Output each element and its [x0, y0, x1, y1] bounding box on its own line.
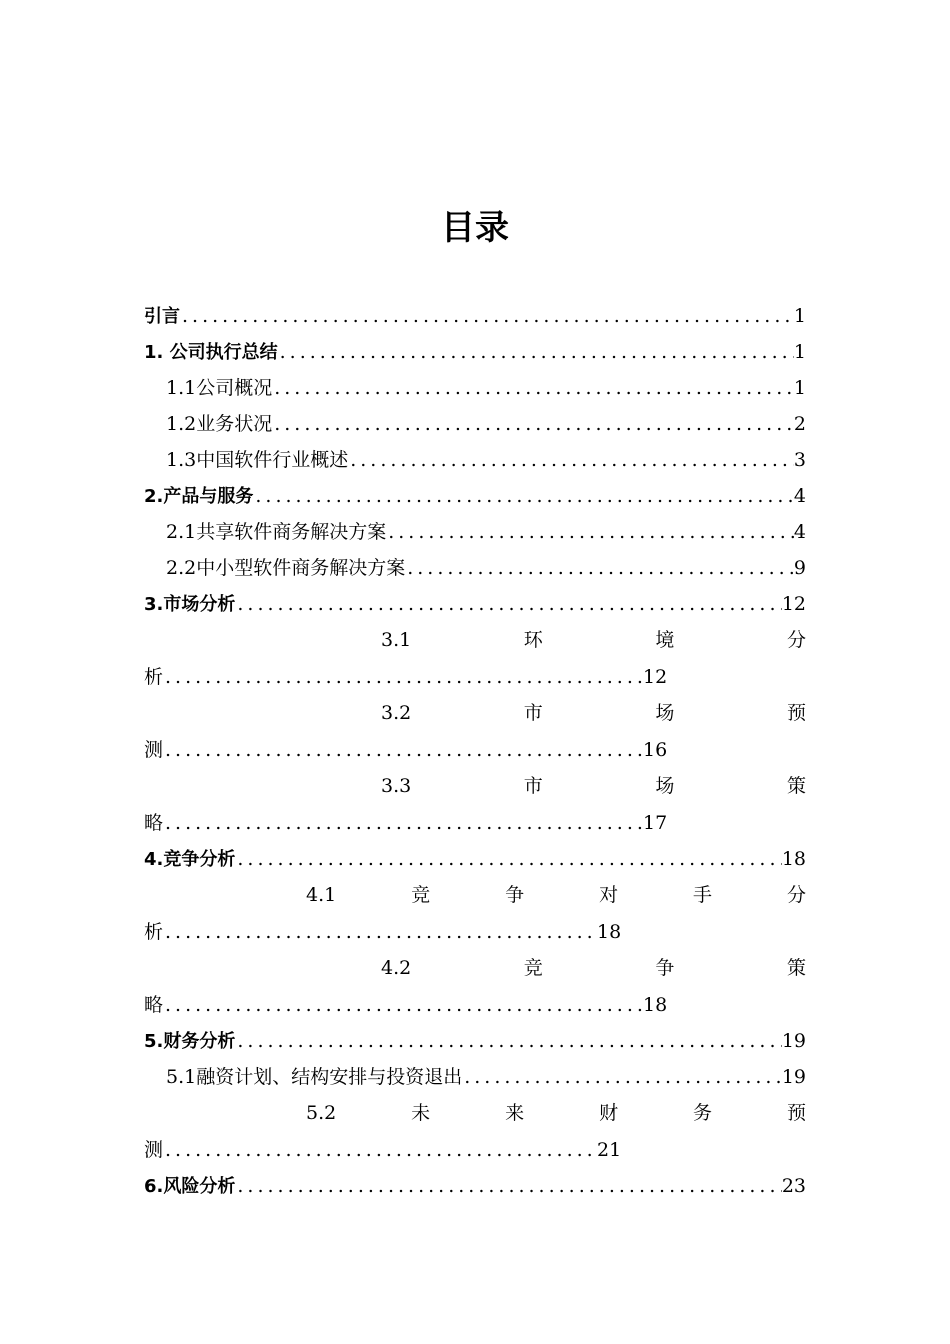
toc-entry-label: 4.竞争分析 [144, 849, 236, 870]
toc-leader-dots [348, 442, 794, 478]
toc-leader-dots [163, 805, 643, 841]
toc-entry-char: 测 [144, 739, 164, 761]
toc-entry-label: 3.市场分析 [144, 594, 236, 615]
toc-leader-dots [163, 987, 643, 1023]
toc-entry-4[interactable] [144, 841, 806, 877]
toc-entry-char: 境 [655, 629, 675, 651]
toc-page-number: 1 [793, 377, 806, 399]
toc-page-number: 19 [781, 1030, 806, 1052]
toc-entry-char: 财 [599, 1102, 619, 1124]
toc-leader-dots [180, 298, 794, 334]
toc-entry-4-2-line1[interactable] [144, 950, 806, 987]
toc-leader-dots [462, 1059, 782, 1095]
toc-entry-char: 略 [144, 994, 164, 1016]
toc-leader-dots [278, 334, 794, 370]
toc-entry-number: 5.2 [306, 1102, 337, 1124]
toc-entry-label: 2.2中小型软件商务解决方案 [166, 557, 406, 579]
toc-entry-3-2-line2[interactable] [144, 732, 806, 768]
toc-page-number: 18 [643, 994, 668, 1016]
toc-entry-label: 5.1融资计划、结构安排与投资退出 [166, 1066, 463, 1088]
toc-page-number: 9 [793, 557, 806, 579]
toc-page-number: 3 [793, 449, 806, 471]
toc-entry-3-1-line2[interactable] [144, 659, 806, 695]
toc-entry-label: 1.2业务状况 [166, 413, 273, 435]
toc-page-number: 21 [597, 1139, 622, 1161]
toc-leader-dots [235, 586, 781, 622]
toc-entry-2-1[interactable] [144, 514, 806, 550]
toc-entry-char: 对 [599, 884, 619, 906]
toc-entry-4-2-line2[interactable] [144, 987, 806, 1023]
toc-leader-dots [405, 550, 794, 586]
toc-leader-dots [235, 1023, 781, 1059]
toc-entry-char: 手 [693, 884, 713, 906]
toc-leader-dots [163, 659, 643, 695]
toc-entry-char: 场 [655, 702, 675, 724]
toc-page-number: 1 [793, 341, 806, 363]
toc-entry-1-2[interactable] [144, 406, 806, 442]
toc-entry-char: 预 [786, 1102, 806, 1124]
toc-entry-2-2[interactable] [144, 550, 806, 586]
toc-entry-label: 5.财务分析 [144, 1031, 236, 1052]
toc-entry-label: 2.1共享软件商务解决方案 [166, 521, 387, 543]
toc-leader-dots [163, 914, 597, 950]
toc-entry-char: 争 [655, 957, 675, 979]
toc-entry-char: 来 [505, 1102, 525, 1124]
toc-entry-4-1-line2[interactable] [144, 914, 806, 950]
toc-leader-dots [235, 1168, 781, 1204]
toc-entry-char: 策 [786, 775, 806, 797]
toc-entry-char: 预 [786, 702, 806, 724]
toc-entry-3-2-line1[interactable] [144, 695, 806, 732]
toc-leader-dots [163, 732, 643, 768]
toc-entry-number: 4.2 [381, 957, 412, 979]
toc-entry-label: 引言 [144, 306, 180, 327]
toc-leader-dots [272, 406, 794, 442]
toc-entry-3-1-line1[interactable] [144, 622, 806, 659]
toc-entry-label: 6.风险分析 [144, 1176, 236, 1197]
toc-leader-dots [163, 1132, 597, 1168]
toc-page-number: 18 [781, 848, 806, 870]
toc-page-number: 23 [781, 1175, 806, 1197]
toc-entry-char: 分 [786, 884, 806, 906]
toc-entry-label: 1.1公司概况 [166, 377, 273, 399]
toc-leader-dots [253, 478, 794, 514]
toc-entry-char: 分 [786, 629, 806, 651]
toc-entry-char: 环 [523, 629, 543, 651]
toc-entry-5-1[interactable] [144, 1059, 806, 1095]
toc-entry-char: 市 [523, 775, 543, 797]
toc-entry-char: 市 [523, 702, 543, 724]
toc-page-number: 18 [597, 921, 622, 943]
toc-entry-number: 3.1 [381, 629, 412, 651]
toc-page-number: 1 [793, 305, 806, 327]
toc-entry-3-3-line1[interactable] [144, 768, 806, 805]
toc-page-number: 2 [793, 413, 806, 435]
toc-entry-label: 2.产品与服务 [144, 486, 254, 507]
toc-leader-dots [235, 841, 781, 877]
toc-entry-number: 3.2 [381, 702, 412, 724]
toc-page-number: 12 [781, 593, 806, 615]
toc-page-number: 16 [643, 739, 668, 761]
toc-page-number: 4 [793, 485, 806, 507]
toc-entry-6[interactable] [144, 1168, 806, 1204]
toc-page-number: 17 [643, 812, 668, 834]
toc-entry-char: 务 [693, 1102, 713, 1124]
toc-leader-dots [272, 370, 794, 406]
toc-entry-char: 争 [505, 884, 525, 906]
toc-entry-number: 3.3 [381, 775, 412, 797]
toc-entry-5-2-line1[interactable] [144, 1095, 806, 1132]
toc-entry-char: 析 [144, 921, 164, 943]
toc-entry-number: 4.1 [306, 884, 337, 906]
toc-entry-2[interactable] [144, 478, 806, 514]
toc-leader-dots [386, 514, 794, 550]
toc-entry-1-1[interactable] [144, 370, 806, 406]
table-of-contents [144, 298, 806, 1204]
toc-entry-char: 策 [786, 957, 806, 979]
page-title: 目录 [441, 208, 509, 248]
toc-entry-label: 1. 公司执行总结 [144, 342, 278, 363]
toc-entry-char: 测 [144, 1139, 164, 1161]
toc-page-number: 12 [643, 666, 668, 688]
toc-entry-char: 略 [144, 812, 164, 834]
toc-entry-3[interactable] [144, 586, 806, 622]
toc-page-number: 4 [793, 521, 806, 543]
toc-entry-intro[interactable] [144, 298, 806, 334]
toc-page-number: 19 [781, 1066, 806, 1088]
toc-entry-1-3[interactable] [144, 442, 806, 478]
toc-entry-char: 析 [144, 666, 164, 688]
toc-entry-char: 场 [655, 775, 675, 797]
toc-entry-1[interactable] [144, 334, 806, 370]
toc-entry-4-1-line1[interactable] [144, 877, 806, 914]
toc-entry-5[interactable] [144, 1023, 806, 1059]
toc-entry-char: 竞 [523, 957, 543, 979]
toc-entry-char: 竞 [411, 884, 431, 906]
toc-entry-label: 1.3中国软件行业概述 [166, 449, 349, 471]
toc-entry-5-2-line2[interactable] [144, 1132, 806, 1168]
toc-entry-3-3-line2[interactable] [144, 805, 806, 841]
toc-entry-char: 未 [411, 1102, 431, 1124]
